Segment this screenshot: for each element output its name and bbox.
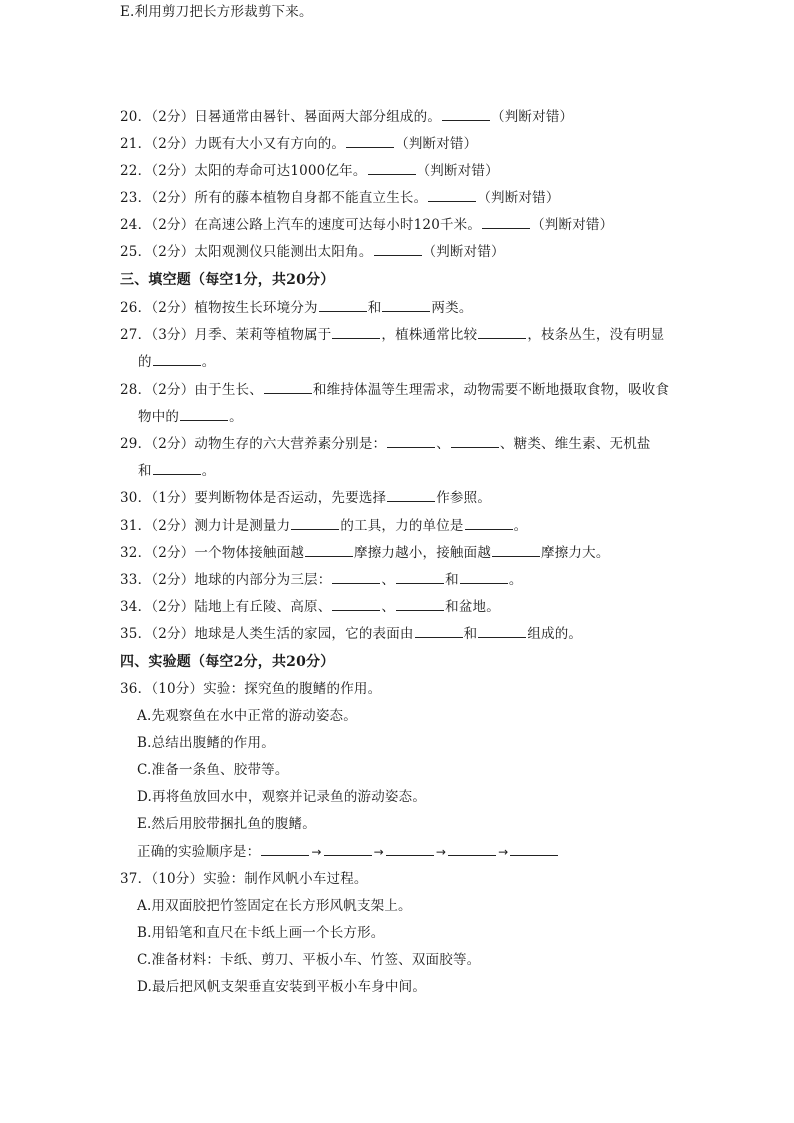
answer-blank[interactable] — [460, 569, 508, 584]
text-segment: 29．（2分）动物生存的六大营养素分别是： — [120, 436, 387, 452]
text-segment: 。 — [508, 572, 523, 588]
question-line — [137, 975, 426, 999]
answer-blank[interactable] — [153, 351, 201, 366]
text-segment: 26．（2分）植物按生长环境分为 — [120, 300, 318, 316]
text-segment: 和维持体温等生理需求，动物需要不断地摄取食物，吸收食 — [312, 382, 670, 398]
answer-blank[interactable] — [374, 241, 422, 256]
section-heading — [120, 268, 334, 292]
question-line — [120, 378, 669, 402]
question-line — [120, 213, 613, 237]
question-line — [120, 541, 610, 565]
text-segment: 23．（2分）所有的藤本植物自身都不能直立生长。 — [120, 190, 428, 206]
answer-blank[interactable] — [332, 324, 380, 339]
answer-blank[interactable] — [291, 515, 339, 530]
text-segment: 和 — [445, 572, 459, 588]
question-line — [120, 323, 664, 347]
text-segment: 的 — [138, 354, 152, 370]
answer-blank[interactable] — [478, 623, 526, 638]
text-segment: 物中的 — [138, 409, 180, 425]
text-segment: C.准备材料：卡纸、剪刀、平板小车、竹签、双面胶等。 — [137, 952, 481, 968]
answer-blank[interactable] — [428, 187, 476, 202]
text-segment: D.最后把风帆支架垂直安装到平板小车身中间。 — [137, 979, 427, 995]
text-segment: 和 — [463, 626, 478, 642]
text-segment: 32．（2分）一个物体接触面越 — [120, 545, 305, 561]
text-segment: 28．（2分）由于生长、 — [120, 382, 263, 398]
text-segment: 37．（10分）实验：制作风帆小车过程。 — [120, 871, 368, 887]
text-segment: ，枝条丛生，没有明显 — [527, 327, 665, 343]
answer-blank[interactable] — [382, 297, 430, 312]
text-segment: C.准备一条鱼、胶带等。 — [137, 762, 289, 778]
answer-blank[interactable] — [180, 406, 228, 421]
question-line — [137, 840, 559, 864]
text-segment: B.用铅笔和直尺在卡纸上画一个长方形。 — [137, 925, 385, 941]
text-segment: ，植株通常比较 — [381, 327, 478, 343]
text-segment: 30．（1分）要判断物体是否运动，先要选择 — [120, 490, 387, 506]
answer-blank[interactable] — [386, 841, 434, 856]
text-segment: （判断对错） — [491, 109, 574, 125]
text-segment: （判断对错） — [422, 244, 505, 260]
question-line — [137, 704, 357, 728]
text-segment: 。 — [201, 463, 216, 479]
question-line — [120, 159, 499, 183]
text-segment: 、糖类、维生素、无机盐 — [499, 436, 651, 452]
arrow-right-icon: → — [311, 845, 322, 859]
answer-blank[interactable] — [387, 433, 435, 448]
question-line — [120, 432, 651, 456]
text-segment: 正确的实验顺序是： — [137, 844, 261, 860]
text-segment: 36．（10分）实验：探究鱼的腹鳍的作用。 — [120, 681, 382, 697]
text-segment: D.再将鱼放回水中，观察并记录鱼的游动姿态。 — [137, 789, 427, 805]
text-segment: E.然后用胶带捆扎鱼的腹鳍。 — [137, 816, 316, 832]
answer-blank[interactable] — [465, 515, 513, 530]
text-segment: 四、实验题（每空2分，共20分） — [120, 654, 335, 670]
answer-blank[interactable] — [387, 487, 435, 502]
question-line — [137, 758, 289, 782]
answer-blank[interactable] — [368, 160, 416, 175]
text-segment: 25．（2分）太阳观测仪只能测出太阳角。 — [120, 244, 373, 260]
text-segment: E.利用剪刀把长方形裁剪下来。 — [120, 4, 313, 20]
answer-blank[interactable] — [324, 841, 372, 856]
text-segment: 31．（2分）测力计是测量力 — [120, 518, 291, 534]
text-segment: 22．（2分）太阳的寿命可达1000亿年。 — [120, 163, 367, 179]
question-line — [120, 0, 313, 24]
question-line — [120, 514, 527, 538]
text-segment: 作参照。 — [436, 490, 492, 506]
question-line — [137, 894, 412, 918]
answer-blank[interactable] — [478, 324, 526, 339]
question-line — [137, 731, 275, 755]
arrow-right-icon: → — [373, 845, 384, 859]
question-line — [137, 812, 316, 836]
question-line — [120, 296, 473, 320]
answer-blank[interactable] — [264, 379, 312, 394]
answer-blank[interactable] — [482, 214, 530, 229]
answer-blank[interactable] — [332, 569, 380, 584]
answer-blank[interactable] — [396, 596, 444, 611]
question-line — [138, 459, 215, 483]
answer-blank[interactable] — [442, 106, 490, 121]
text-segment: 。 — [513, 518, 528, 534]
text-segment: 、 — [381, 599, 396, 615]
answer-blank[interactable] — [492, 542, 540, 557]
text-segment: A.先观察鱼在水中正常的游动姿态。 — [137, 708, 357, 724]
text-segment: 34．（2分）陆地上有丘陵、高原、 — [120, 599, 332, 615]
answer-blank[interactable] — [319, 297, 367, 312]
question-line — [120, 867, 368, 891]
text-segment: 摩擦力越小，接触面越 — [354, 545, 492, 561]
text-segment: 。 — [201, 354, 216, 370]
answer-blank[interactable] — [510, 841, 558, 856]
text-segment: 和盆地。 — [445, 599, 500, 615]
question-line — [120, 568, 523, 592]
question-line — [120, 677, 381, 701]
text-segment: 。 — [229, 409, 243, 425]
answer-blank[interactable] — [448, 841, 496, 856]
text-segment: B.总结出腹鳍的作用。 — [137, 735, 275, 751]
text-segment: 、 — [436, 436, 450, 452]
text-segment: （判断对错） — [477, 190, 560, 206]
text-segment: 三、填空题（每空1分，共20分） — [120, 272, 335, 288]
answer-blank[interactable] — [332, 596, 380, 611]
text-segment: 27．（3分）月季、茉莉等植物属于 — [120, 327, 332, 343]
text-segment: 21．（2分）力既有大小又有方向的。 — [120, 136, 346, 152]
text-segment: 和 — [367, 300, 382, 316]
text-segment: 24．（2分）在高速公路上汽车的速度可达每小时120千米。 — [120, 217, 482, 233]
text-segment: 、 — [381, 572, 396, 588]
answer-blank[interactable] — [153, 460, 201, 475]
section-heading — [120, 650, 334, 674]
question-line — [120, 622, 582, 646]
text-segment: 35．（2分）地球是人类生活的家园，它的表面由 — [120, 626, 414, 642]
question-line — [138, 405, 243, 429]
arrow-right-icon: → — [435, 845, 447, 859]
question-line — [120, 132, 477, 156]
question-line — [120, 105, 573, 129]
text-segment: 摩擦力大。 — [541, 545, 610, 561]
text-segment: 两类。 — [431, 300, 473, 316]
text-segment: 组成的。 — [527, 626, 583, 642]
answer-blank[interactable] — [305, 542, 353, 557]
text-segment: 的工具，力的单位是 — [340, 518, 464, 534]
answer-blank[interactable] — [451, 433, 499, 448]
question-line — [120, 186, 560, 210]
answer-blank[interactable] — [415, 623, 463, 638]
text-segment: （判断对错） — [416, 163, 499, 179]
question-line — [120, 486, 491, 510]
text-segment: 20．（2分）日晷通常由晷针、晷面两大部分组成的。 — [120, 109, 442, 125]
text-segment: 33．（2分）地球的内部分为三层： — [120, 572, 332, 588]
answer-blank[interactable] — [396, 569, 444, 584]
text-segment: （判断对错） — [395, 136, 478, 152]
question-line — [120, 595, 500, 619]
text-segment: （判断对错） — [531, 217, 614, 233]
question-line — [120, 240, 505, 264]
text-segment: 和 — [138, 463, 152, 479]
question-line — [137, 921, 385, 945]
question-line — [137, 785, 426, 809]
question-line — [137, 948, 480, 972]
question-line — [138, 350, 215, 374]
text-segment: A.用双面胶把竹签固定在长方形风帆支架上。 — [137, 898, 412, 914]
arrow-right-icon: → — [498, 845, 509, 859]
answer-blank[interactable] — [346, 133, 394, 148]
answer-blank[interactable] — [261, 841, 309, 856]
